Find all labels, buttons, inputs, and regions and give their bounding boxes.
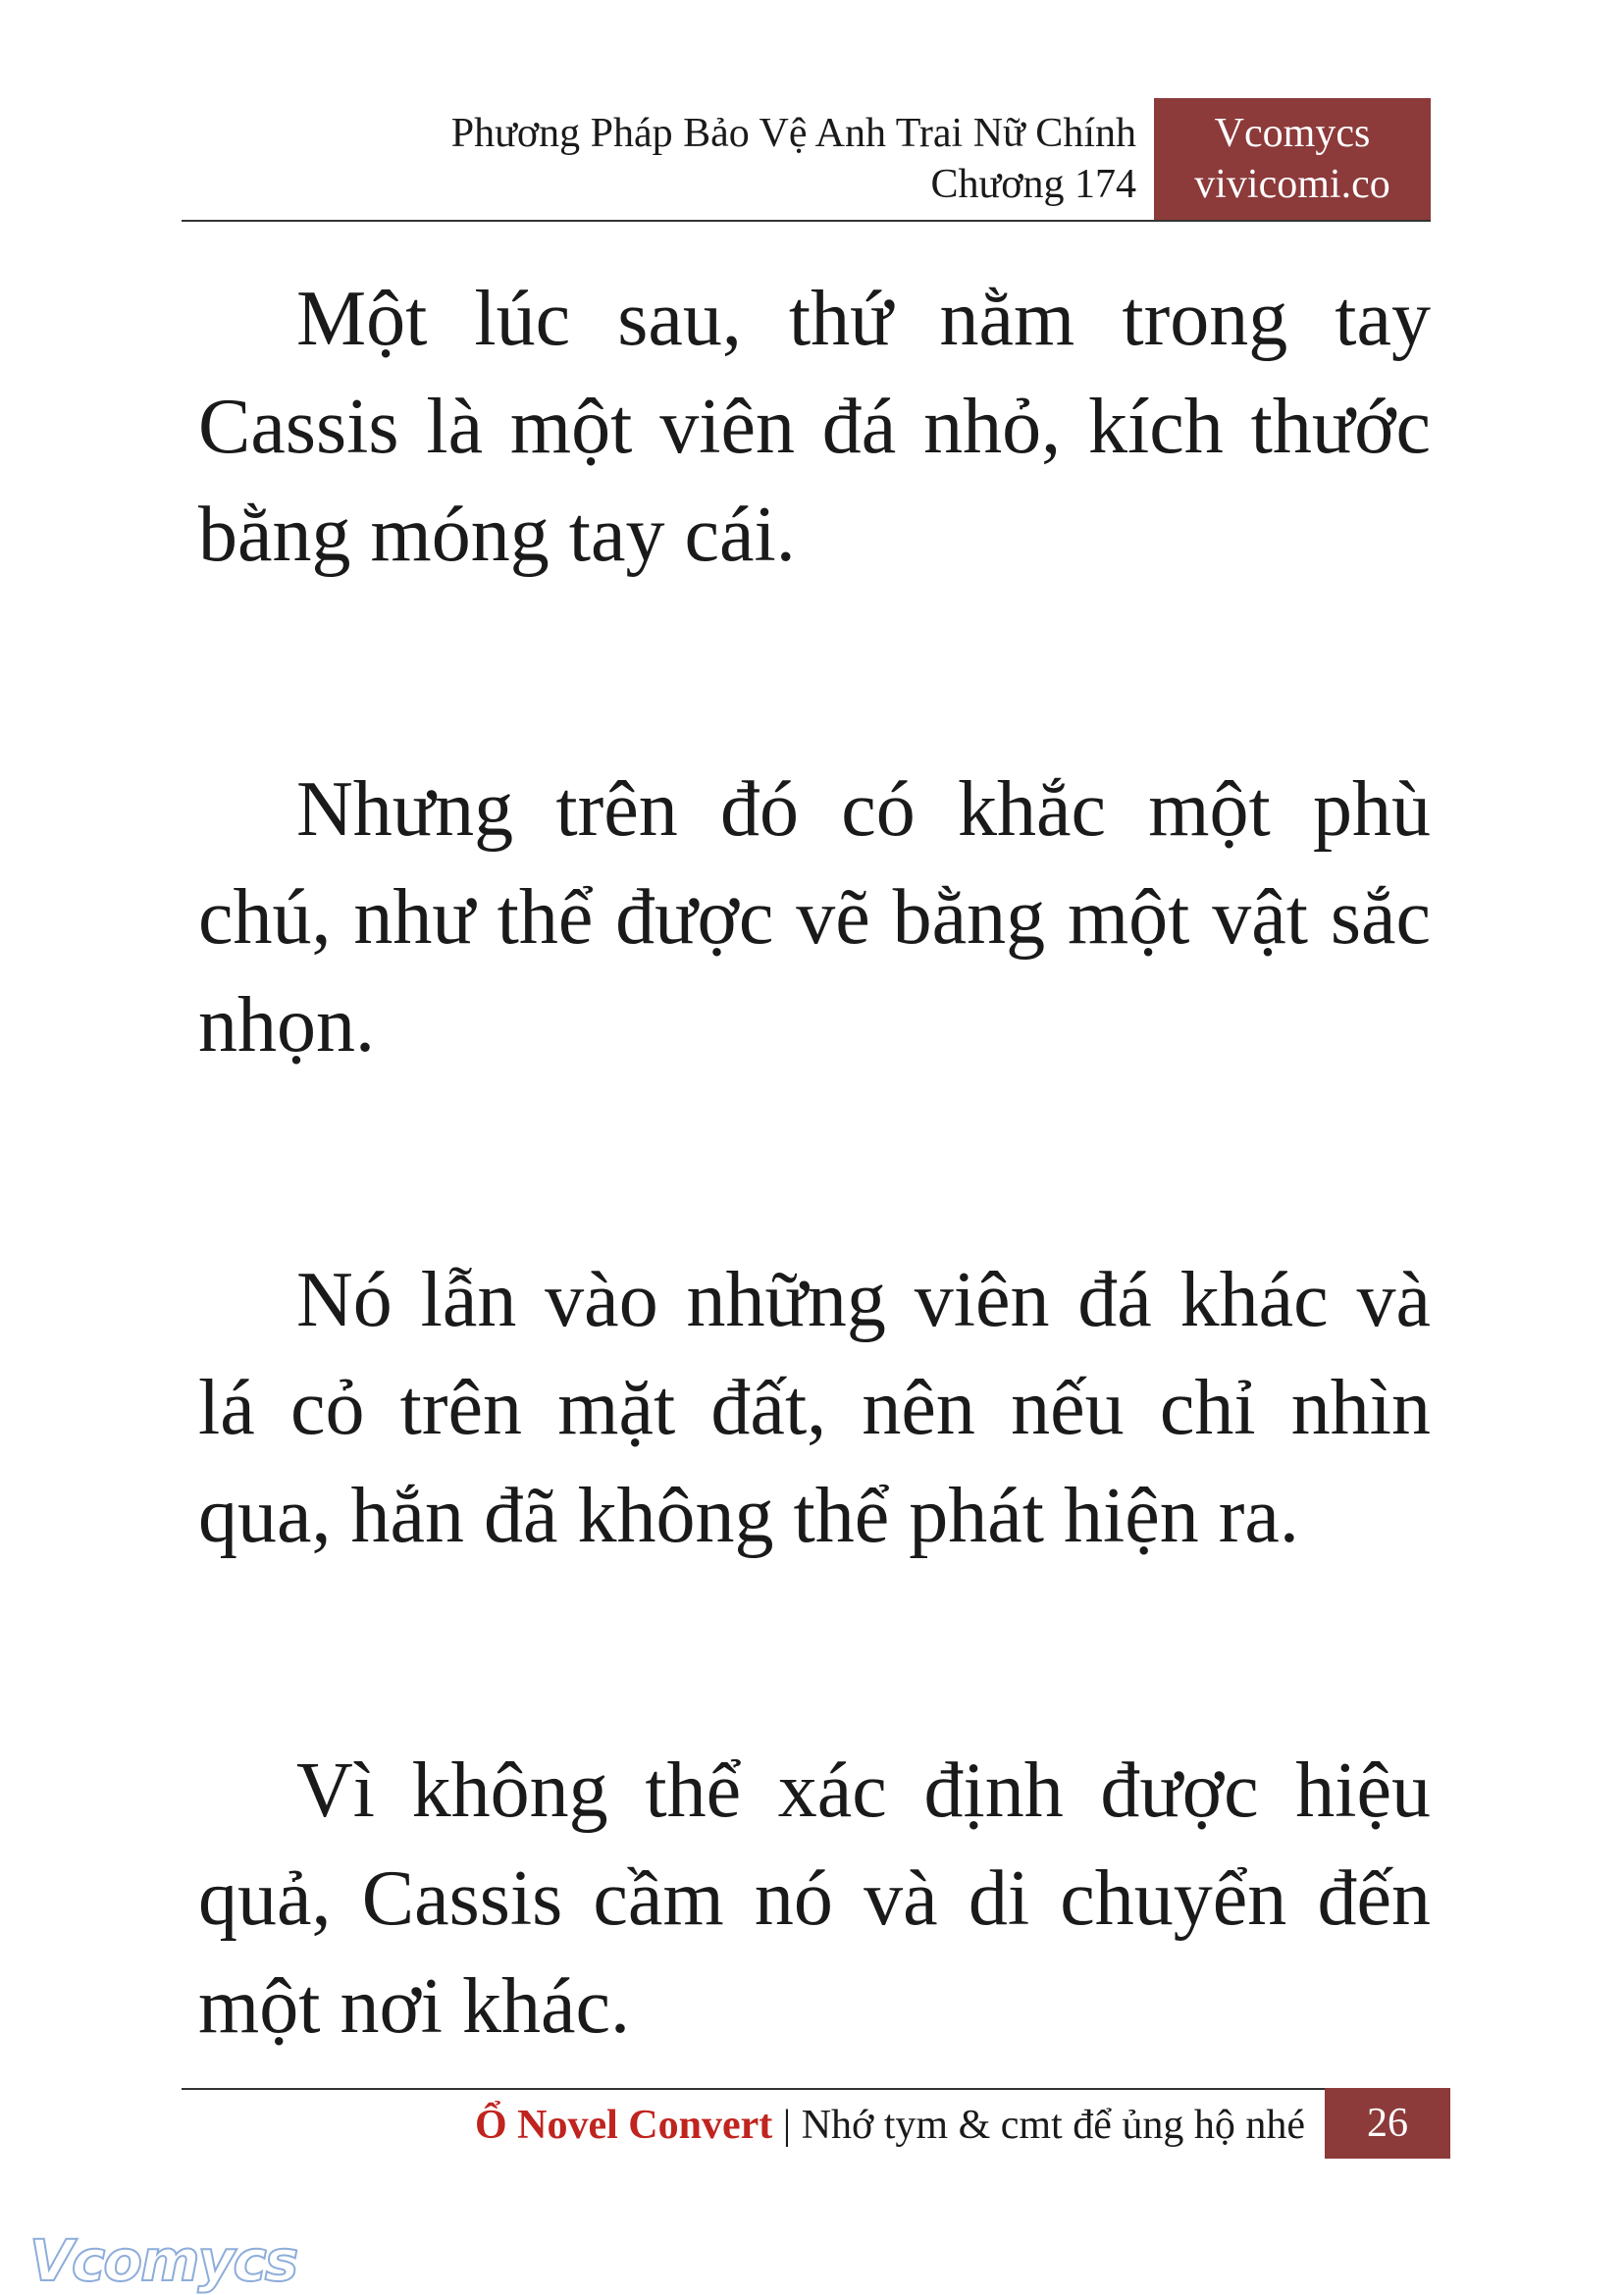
footer-divider (182, 2088, 1325, 2090)
paragraph: Vì không thể xác định được hiệu quả, Cassis cầm nó và di chuyển đến một nơi khác. (198, 1747, 1431, 2050)
paragraph: Một lúc sau, thứ nằm trong tay Cassis là một viên đá nhỏ, kích thước bằng móng tay cái. (198, 276, 1431, 578)
chapter-label: Chương 174 (930, 162, 1136, 207)
chapter-body (198, 265, 1431, 2227)
site-name: Vcomycs (1214, 111, 1371, 156)
footer-brand: Ổ Novel Convert (474, 2103, 773, 2148)
paragraph: Nhưng trên đó có khắc một phù chú, như thể được vẽ bằng một vật sắc nhọn. (198, 766, 1431, 1069)
page-header (182, 98, 1431, 220)
book-title: Phương Pháp Bảo Vệ Anh Trai Nữ Chính (450, 111, 1136, 156)
site-url: vivicomi.co (1194, 162, 1390, 207)
paragraph: Nó lẫn vào những viên đá khác và lá cỏ trên mặt đất, nên nếu chỉ nhìn qua, hắn đã không thể phát hiện ra. (198, 1257, 1431, 1559)
header-divider (182, 220, 1431, 222)
footer-note: Nhớ tym & cmt để ủng hộ nhé (801, 2103, 1305, 2148)
footer-text (475, 2100, 1305, 2151)
page-number: 26 (1325, 2088, 1450, 2159)
header-text (451, 108, 1136, 210)
site-badge (1154, 98, 1431, 220)
footer-separator: | (772, 2103, 802, 2148)
watermark-logo: Vcomycs (29, 2227, 297, 2294)
